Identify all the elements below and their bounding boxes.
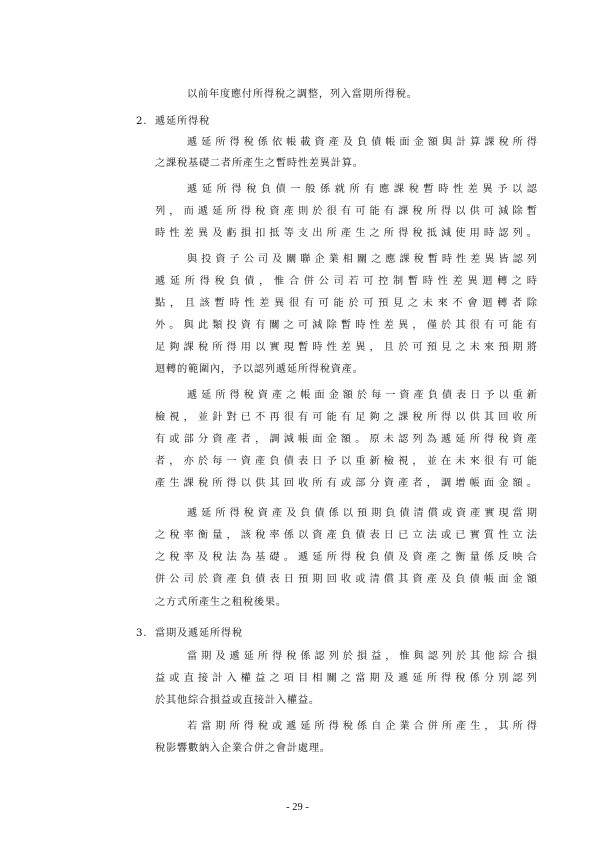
paragraph-line: 遞延所得稅資產之帳面金額於每一資產負債表日予以重新 bbox=[187, 390, 537, 401]
paragraph-line: 遞延所得稅負債一般係就所有應課稅暫時性差異予以認 bbox=[187, 184, 537, 195]
paragraph-line: 外。與此類投資有關之可減除暫時性差異，僅於其很有可能有 bbox=[155, 320, 537, 331]
paragraph-line: 列，而遞延所得稅資產則於很有可能有課稅所得以供可減除暫 bbox=[155, 206, 537, 217]
paragraph-line: 之稅率及稅法為基礎。遞延所得稅負債及資產之衡量係反映合 bbox=[155, 552, 537, 563]
paragraph-line: 者，亦於每一資產負債表日予以重新檢視，並在未來很有可能 bbox=[155, 456, 537, 467]
paragraph-line: 當期及遞延所得稅係認列於損益，惟與認列於其他綜合損 bbox=[187, 651, 537, 662]
paragraph-line: 之方式所產生之租稅後果。 bbox=[155, 597, 287, 608]
paragraph-line: 之課稅基礎二者所產生之暫時性差異計算。 bbox=[155, 158, 364, 169]
section-number: 3. bbox=[136, 628, 148, 639]
section-title: 遞延所得稅 bbox=[155, 116, 210, 127]
paragraph-line: 併公司於資產負債表日預期回收或清償其資產及負債帳面金額 bbox=[155, 574, 537, 585]
paragraph-line: 遞延所得稅負債，惟合併公司若可控制暫時性差異迴轉之時 bbox=[155, 276, 537, 287]
paragraph-line: 迴轉的範圍內，予以認列遞延所得稅資產。 bbox=[155, 364, 364, 375]
paragraph-line: 點，且該暫時性差異很有可能於可預見之未來不會迴轉者除 bbox=[155, 298, 537, 309]
paragraph-line: 遞延所得稅係依帳載資產及負債帳面金額與計算課稅所得 bbox=[187, 137, 537, 148]
paragraph-line: 之稅率衡量，該稅率係以資產負債表日已立法或已實質性立法 bbox=[155, 530, 537, 541]
paragraph-line: 有或部分資產者，調減帳面金額。原未認列為遞延所得稅資產 bbox=[155, 434, 537, 445]
paragraph-line: 足夠課稅所得用以實現暫時性差異，且於可預見之未來預期將 bbox=[155, 342, 537, 353]
paragraph-line: 檢視，並針對已不再很有可能有足夠之課稅所得以供其回收所 bbox=[155, 412, 537, 423]
page-number: - 29 - bbox=[286, 802, 309, 813]
paragraph-line: 時性差異及虧損扣抵等支出所產生之所得稅抵減使用時認列。 bbox=[155, 228, 537, 239]
paragraph-line: 產生課稅所得以供其回收所有或部分資產者，調增帳面金額。 bbox=[155, 478, 537, 489]
paragraph-line: 遞延所得稅資產及負債係以預期負債清償或資產實現當期 bbox=[187, 508, 537, 519]
paragraph-line: 與投資子公司及關聯企業相關之應課稅暫時性差異皆認列 bbox=[187, 254, 537, 265]
paragraph-line: 以前年度應付所得稅之調整，列入當期所得稅。 bbox=[187, 89, 418, 100]
paragraph-line: 稅影響數納入企業合併之會計處理。 bbox=[155, 743, 331, 754]
section-title: 當期及遞延所得稅 bbox=[155, 628, 243, 639]
paragraph-line: 益或直接計入權益之項目相關之當期及遞延所得稅係分別認列 bbox=[155, 673, 537, 684]
paragraph-line: 於其他綜合損益或直接計入權益。 bbox=[155, 695, 320, 706]
section-number: 2. bbox=[136, 116, 148, 127]
paragraph-line: 若當期所得稅或遞延所得稅係自企業合併所產生，其所得 bbox=[187, 721, 537, 732]
